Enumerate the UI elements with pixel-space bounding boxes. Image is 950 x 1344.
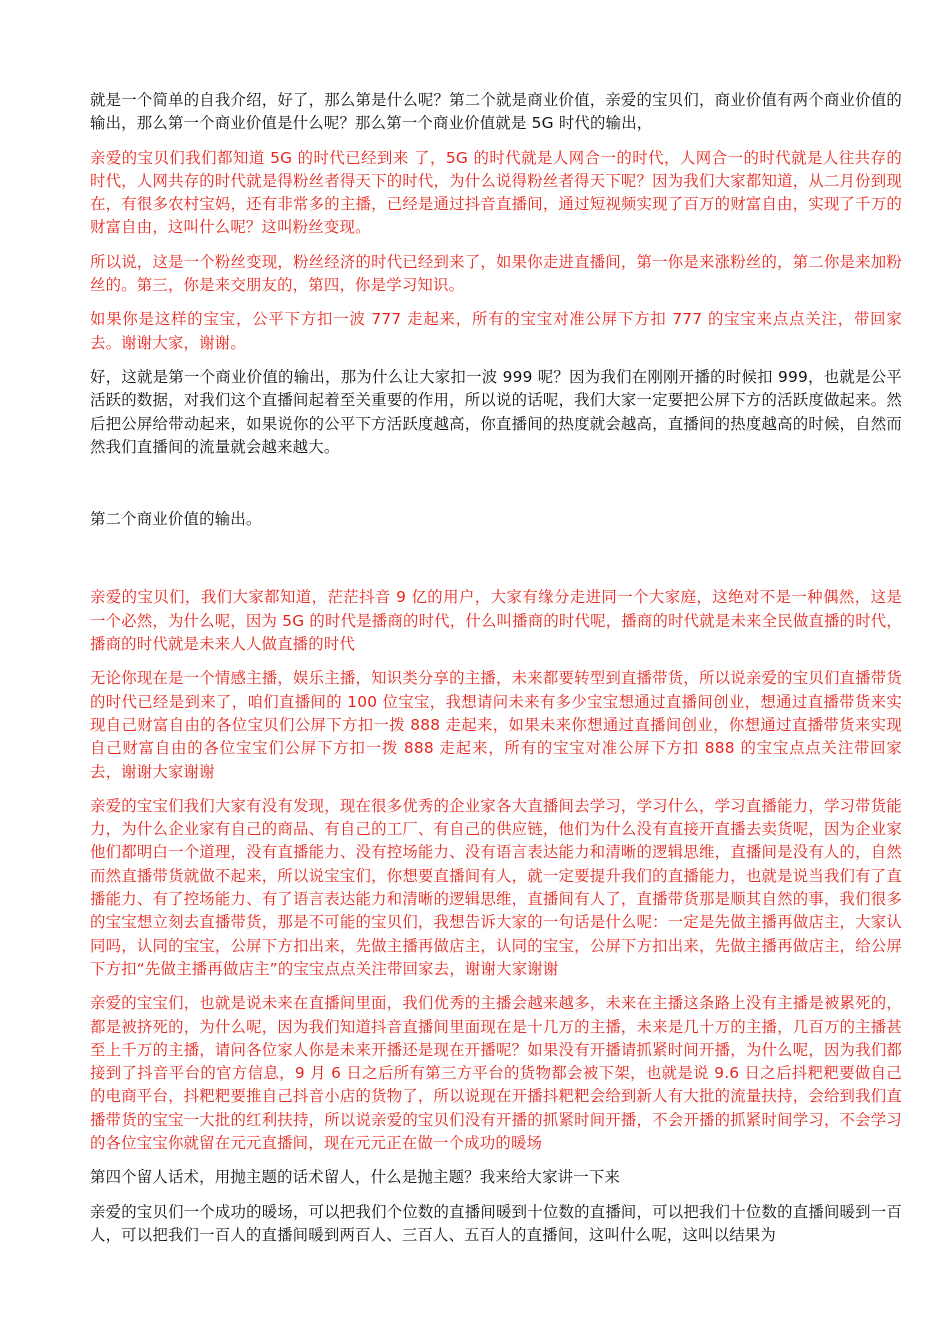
paragraph-start-streaming: 亲爱的宝宝们，也就是说未来在直播间里面，我们优秀的主播会越来越多，未来在主播这条路上没有主播是被累死的，都是被挤死的，为什么呢，因为我们知道抖音直播间里面现在是十几万的主播，未来是几十万的主播，几百万的主播甚至上千万的主播，请问各位家人你是未来开播还是现在开播呢？如果没有开播请抓紧时间开播，为什么呢，因为我们都接到了抖音平台的官方信息，9 月 6 日之后所有第三方平台的货物都会被下架，也就是说 9.6 日之后抖粑粑要做自己的电商平台，抖粑粑要推自己抖音小店的货物了，所以说现在开播抖粑粑会给到新人有大批的流量扶持，会给到我们直播带货的宝宝一大批的红利扶持，所以说亲爱的宝贝们没有开播的抓紧时间开播，不会开播的抓紧时间学习，不会学习的各位宝宝你就留在元元直播间，现在元元正在做一个成功的暖场 (90, 994, 902, 1152)
paragraph-warmup: 亲爱的宝贝们一个成功的暖场，可以把我们个位数的直播间暖到十位数的直播间，可以把我们十位数的直播间暖到一百人，可以把我们一百人的直播间暖到两百人、三百人、五百人的直播间，这叫什么呢，这叫以结果为 (90, 1202, 902, 1244)
document-page (90, 89, 902, 1258)
paragraph-intro: 就是一个简单的自我介绍，好了，那么第是什么呢？第二个就是商业价值，亲爱的宝贝们，商业价值有两个商业价值的输出，那么第一个商业价值是什么呢？那么第一个商业价值就是 5G 时代的输出， (90, 91, 902, 133)
paragraph-999-explanation: 好，这就是第一个商业价值的输出，那为什么让大家扣一波 999 呢？因为我们在刚刚开播的时候扣 999，也就是公平活跃的数据，对我们这个直播间起着至关重要的作用，所以说的话呢，我们大家一定要把公屏下方的活跃度做起来。然后把公屏给带动起来，如果说你的公平下方活跃度越高，你直播间的热度就会越高，直播间的热度越高的时候，自然而然我们直播间的流量就会越来越大。 (90, 367, 902, 456)
paragraph-888-call: 无论你现在是一个情感主播，娱乐主播，知识类分享的主播，未来都要转型到直播带货，所以说亲爱的宝贝们直播带货的时代已经是到来了，咱们直播间的 100 位宝宝，我想请问未来有多少宝宝想通过直播间创业，想通过直播带货来实现自己财富自由的各位宝贝们公屏下方扣一拨 888 走起来，如果未来你想通过直播间创业，你想通过直播带货来实现自己财富自由的各位宝宝们公屏下方扣一拨 888 走起来，所有的宝宝对准公屏下方扣 888 的宝宝点点关注带回家去，谢谢大家谢谢 (90, 669, 902, 781)
section-heading-second-value: 第二个商业价值的输出。 (90, 510, 262, 529)
spacer (90, 542, 902, 586)
paragraph-777-call: 如果你是这样的宝宝，公平下方扣一波 777 走起来，所有的宝宝对准公屏下方扣 777 的宝宝来点点关注，带回家去。谢谢大家，谢谢。 (90, 310, 902, 352)
paragraph-broadcast-era: 亲爱的宝贝们，我们大家都知道，茫茫抖音 9 亿的用户，大家有缘分走进同一个大家庭，这绝对不是一种偶然，这是一个必然，为什么呢，因为 5G 的时代是播商的时代，什么叫播商的时代呢，播商的时代就是未来全民做直播的时代，播商的时代就是未来人人做直播的时代 (90, 588, 902, 654)
paragraph-entrepreneurs: 亲爱的宝宝们我们大家有没有发现，现在很多优秀的企业家各大直播间去学习，学习什么，学习直播能力，学习带货能力，为什么企业家有自己的商品、有自己的工厂、有自己的供应链，他们为什么没有直接开直播去卖货呢，因为企业家他们都明白一个道理，没有直播能力、没有控场能力、没有语言表达能力和清晰的逻辑思维，直播间是没有人的，自然而然直播带货就做不起来，所以说宝宝们，你想要直播间有人，就一定要提升我们的直播能力，也就是说当我们有了直播能力、有了控场能力、有了语言表达能力和清晰的逻辑思维，直播间有人了，直播带货那是顺其自然的事，我们很多的宝宝想立刻去直播带货，那是不可能的宝贝们，我想告诉大家的一句话是什么呢：一定是先做主播再做店主，大家认同吗，认同的宝宝，公屏下方扣出来，先做主播再做店主，认同的宝宝，公屏下方扣出来，先做主播再做店主，给公屏下方扣“先做主播再做店主”的宝宝点点关注带回家去，谢谢大家谢谢 (90, 796, 902, 978)
paragraph-retention-script: 第四个留人话术，用抛主题的话术留人，什么是抛主题？我来给大家讲一下来 (90, 1168, 621, 1187)
paragraph-fan-economy: 所以说，这是一个粉丝变现，粉丝经济的时代已经到来了，如果你走进直播间，第一你是来涨粉丝的，第二你是来加粉丝的。第三，你是来交朋友的，第四，你是学习知识。 (90, 252, 902, 295)
spacer (90, 470, 902, 508)
paragraph-5g-era: 亲爱的宝贝们我们都知道 5G 的时代已经到来 了，5G 的时代就是人网合一的时代，人网合一的时代就是人往共存的时代，人网共存的时代就是得粉丝者得天下的时代，为什么说得粉丝者得天下呢？因为我们大家都知道，从二月份到现在，有很多农村宝妈，还有非常多的主播，已经是通过抖音直播间，通过短视频实现了百万的财富自由，实现了千万的财富自由，这叫什么呢？这叫粉丝变现。 (90, 148, 902, 237)
